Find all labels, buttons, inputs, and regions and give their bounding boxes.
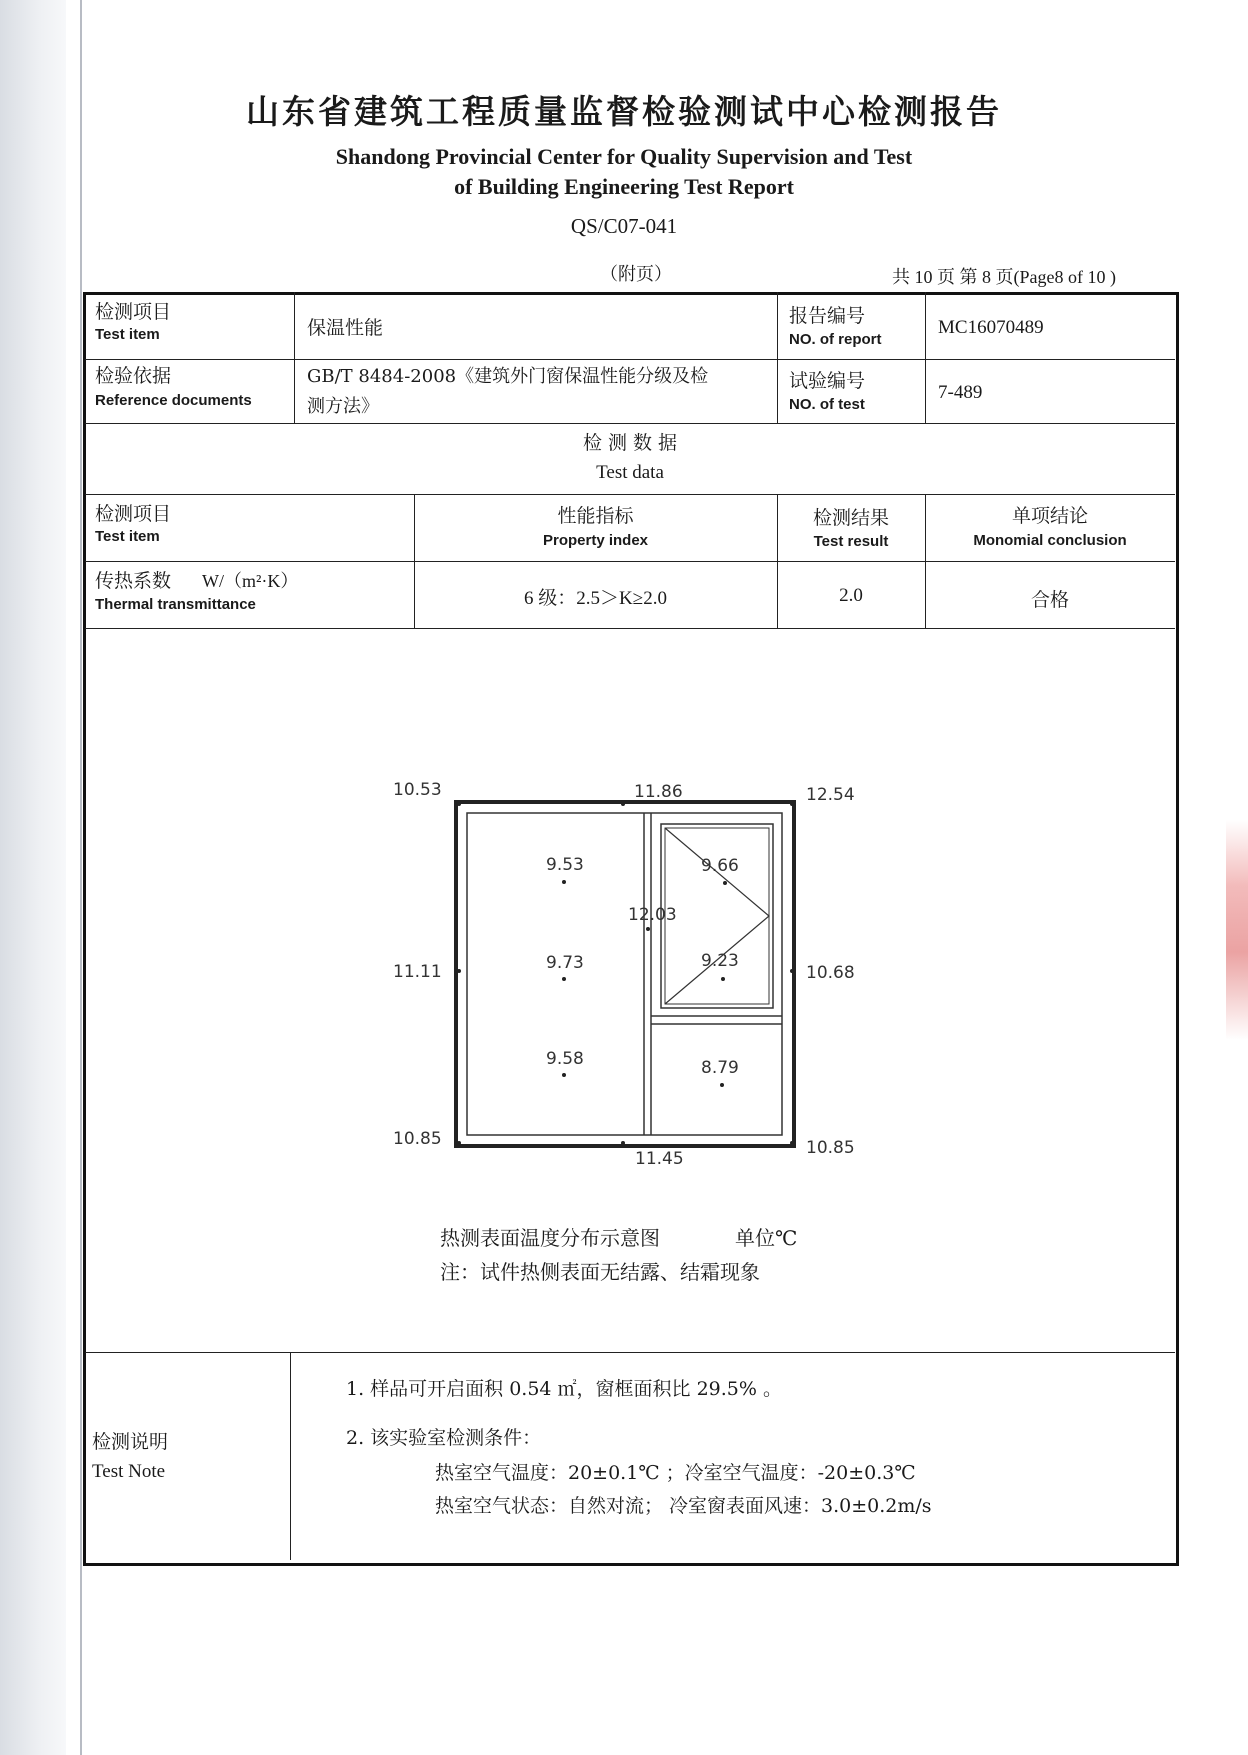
window-outer-frame <box>456 802 794 1146</box>
test-data-heading-en: Test data <box>596 462 664 483</box>
table-divider <box>85 494 1175 495</box>
red-seal-stamp-edge <box>1226 820 1248 1040</box>
table-divider <box>294 292 295 423</box>
test-item-value: 保温性能 <box>307 317 384 339</box>
test-no-label-cn: 试验编号 <box>789 370 866 392</box>
report-title-english-line2: of Building Engineering Test Report <box>454 174 794 199</box>
measurement-point <box>646 927 650 931</box>
reference-label-en: Reference documents <box>95 392 252 409</box>
measurement-point <box>790 969 794 973</box>
measurement-point <box>621 802 625 806</box>
row-item-cn: 传热系数 <box>95 570 172 592</box>
measurement-point <box>721 977 725 981</box>
table-divider <box>85 1352 1175 1353</box>
temp-corner-top-left: 10.53 <box>393 780 442 800</box>
measurement-point <box>562 1073 566 1077</box>
measurement-point <box>457 1141 461 1145</box>
col-conclusion-cn: 单项结论 <box>1011 505 1088 527</box>
test-note-line2: 2. 该实验室检测条件： <box>346 1427 542 1449</box>
test-no-label-en: NO. of test <box>789 396 865 413</box>
row-item-unit: W/（m²·K） <box>202 571 299 591</box>
report-no-value: MC16070489 <box>938 317 1044 338</box>
test-note-line3: 热室空气温度：20±0.1℃ ；冷室空气温度：-20±0.3℃ <box>435 1462 916 1484</box>
temp-corner-top-right: 12.54 <box>806 785 855 805</box>
temp-sash-bottom: 9.23 <box>701 951 739 971</box>
temp-corner-bottom-left: 10.85 <box>393 1129 442 1149</box>
col-conclusion-en: Monomial conclusion <box>973 532 1127 549</box>
temp-left-pane-bottom: 9.58 <box>546 1049 584 1069</box>
report-title-chinese: 山东省建筑工程质量监督检验测试中心检测报告 <box>246 92 1002 131</box>
appendix-label: （附页） <box>600 264 672 285</box>
temp-top-mid: 11.86 <box>634 782 683 802</box>
temp-left-mid: 11.11 <box>393 962 442 982</box>
test-no-value: 7-489 <box>938 382 983 403</box>
opening-sash <box>661 824 773 1008</box>
temp-right-mid: 10.68 <box>806 963 855 983</box>
measurement-point <box>457 969 461 973</box>
row-test-result: 2.0 <box>839 585 863 606</box>
temp-mullion: 12.03 <box>628 905 677 925</box>
table-divider <box>925 292 926 423</box>
col-test-item-cn: 检测项目 <box>95 503 172 525</box>
reference-label-cn: 检验依据 <box>95 365 172 387</box>
scan-edge-line <box>80 0 82 1755</box>
report-no-label-cn: 报告编号 <box>789 305 866 327</box>
test-note-label-cn: 检测说明 <box>92 1431 169 1453</box>
reference-value-line1: GB/T 8484-2008《建筑外门窗保温性能分级及检 <box>307 366 709 387</box>
diagram-note: 注：试件热侧表面无结露、结霜现象 <box>440 1260 760 1284</box>
measurement-point <box>457 802 461 806</box>
table-divider <box>777 292 778 423</box>
test-note-label-en: Test Note <box>92 1461 166 1482</box>
opening-direction-marker <box>665 828 769 1004</box>
reference-value-line2: 测方法》 <box>307 396 379 417</box>
temp-bottom-mid: 11.45 <box>635 1149 684 1169</box>
row-item-en: Thermal transmittance <box>95 596 256 613</box>
report-no-label-en: NO. of report <box>789 331 882 348</box>
col-test-item-en: Test item <box>95 528 160 545</box>
measurement-point <box>790 802 794 806</box>
test-item-label-cn: 检测项目 <box>95 301 172 323</box>
diagram-caption: 热测表面温度分布示意图 <box>440 1226 660 1250</box>
table-divider <box>85 628 1175 629</box>
col-test-result-en: Test result <box>813 533 889 550</box>
col-test-result-cn: 检测结果 <box>812 507 889 529</box>
temp-corner-bottom-right: 10.85 <box>806 1138 855 1158</box>
temp-fixed-pane: 8.79 <box>701 1058 739 1078</box>
temp-left-pane-top: 9.53 <box>546 855 584 875</box>
measurement-point <box>723 881 727 885</box>
row-conclusion: 合格 <box>1030 589 1069 611</box>
opening-sash-inner <box>665 828 769 1004</box>
col-property-index-en: Property index <box>542 532 649 549</box>
test-item-label-en: Test item <box>95 326 160 343</box>
measurement-point <box>790 1141 794 1145</box>
test-note-line1: 1. 样品可开启面积 0.54 ㎡，窗框面积比 29.5% 。 <box>346 1378 782 1400</box>
table-divider <box>85 561 1175 562</box>
table-divider <box>290 1352 291 1560</box>
test-data-heading-cn: 检 测 数 据 <box>582 432 678 454</box>
row-property-index: 6 级：2.5＞K≥2.0 <box>524 588 667 609</box>
table-divider <box>85 359 1175 360</box>
table-divider <box>85 423 1175 424</box>
diagram-unit: 单位℃ <box>735 1226 798 1250</box>
measurement-point <box>720 1083 724 1087</box>
temp-sash-top: 9.66 <box>701 856 739 876</box>
temp-left-pane-mid: 9.73 <box>546 953 584 973</box>
col-property-index-cn: 性能指标 <box>557 505 634 527</box>
test-note-line4: 热室空气状态：自然对流； 冷室窗表面风速：3.0±0.2m/s <box>435 1495 932 1517</box>
measurement-point <box>562 880 566 884</box>
scan-margin-shadow <box>0 0 66 1755</box>
form-code: QS/C07-041 <box>570 214 678 238</box>
page-number: 共 10 页 第 8 页(Page8 of 10 ) <box>892 267 1116 287</box>
report-title-english-line1: Shandong Provincial Center for Quality Supervision and Test <box>335 144 913 169</box>
measurement-point <box>562 977 566 981</box>
temperature-distribution-diagram <box>376 770 876 1170</box>
measurement-point <box>621 1141 625 1145</box>
